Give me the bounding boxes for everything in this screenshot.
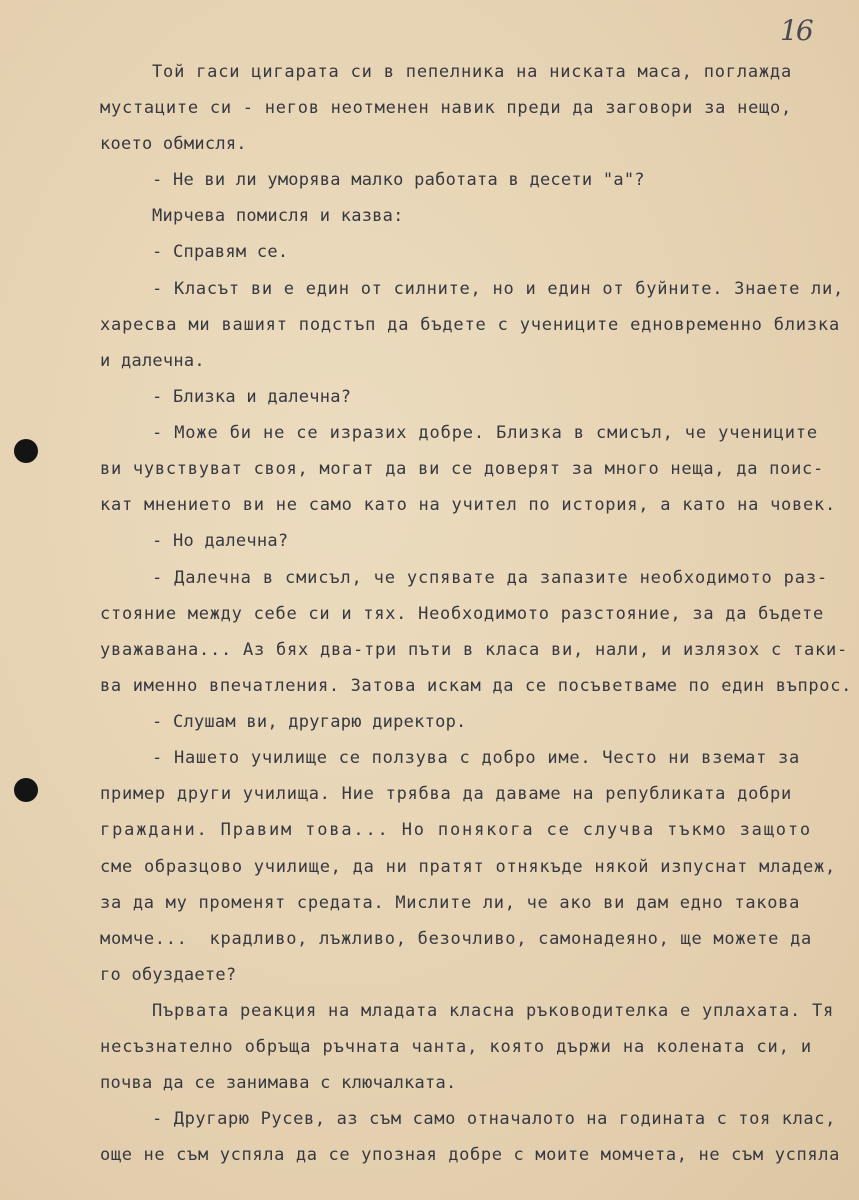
text-line: Той гаси цигарата си в пепелника на ниската маса, поглажда [152,62,792,82]
text-line: което обмисля. [100,134,247,154]
text-line: уважавана... Аз бях два-три пъти в класа ви, нали, и излязох с таки- [100,640,848,660]
text-line: - Справям се. [152,242,289,262]
text-line: несъзнателно обръща ръчната чанта, която държи на колената си, и [100,1037,812,1057]
text-line: пример други училища. Ние трябва да даваме на републиката добри [100,784,792,804]
text-line: за да му променят средата. Мислите ли, че ако ви дам едно такова [100,893,800,913]
binder-hole-top [14,439,38,463]
text-line: момче... крадливо, лъжливо, безочливо, самонадеяно, ще можете да [100,929,812,949]
text-line: ва именно впечатления. Затова искам да се посъветваме по един въпрос. [100,676,852,696]
text-line: Мирчева помисля и казва: [152,206,404,226]
text-line: граждани. Правим това... Но понякога се случва тъкмо защото [100,820,812,840]
text-line: и далечна. [100,351,205,371]
text-line: още не съм успяла да се упозная добре с моите момчета, не съм успяла [100,1145,840,1165]
text-line: почва да се занимава с ключалката. [100,1073,457,1093]
text-line: - Нашето училище се ползува с добро име. Често ни вземат за [152,748,800,768]
text-line: Първата реакция на младата класна ръководителка е уплахата. Тя [152,1001,834,1021]
text-line: - Може би не се изразих добре. Близка в смисъл, че учениците [152,423,818,443]
text-line: - Далечна в смисъл, че успявате да запазите необходимото раз- [152,568,828,588]
text-line: мустаците си - негов неотменен навик преди да заговори за нещо, [100,98,792,118]
text-line: - Слушам ви, другарю директор. [152,712,467,732]
text-line: стояние между себе си и тях. Необходимото разстояние, за да бъдете [100,604,824,624]
text-line: го обуздаете? [100,965,237,985]
text-line: сме образцово училище, да ни пратят отнякъде някой изпуснат младеж, [100,857,836,877]
text-line: - Не ви ли уморява малко работата в десети "а"? [152,170,645,190]
text-line: ви чувствуват своя, могат да ви се доверят за много неща, да поис- [100,459,824,479]
text-line: харесва ми вашият подстъп да бъдете с учениците едновременно близка [100,315,840,335]
text-line: - Класът ви е един от силните, но и един от буйните. Знаете ли, [152,279,844,299]
text-line: - Близка и далечна? [152,387,352,407]
text-line: - Но далечна? [152,531,289,551]
text-line: кат мнението ви не само като на учител по история, а като на човек. [100,495,836,515]
binder-hole-bottom [14,778,38,802]
page-number: 16 [780,14,812,47]
text-line: - Другарю Русев, аз съм само отначалото на годината с тоя клас, [152,1109,836,1129]
